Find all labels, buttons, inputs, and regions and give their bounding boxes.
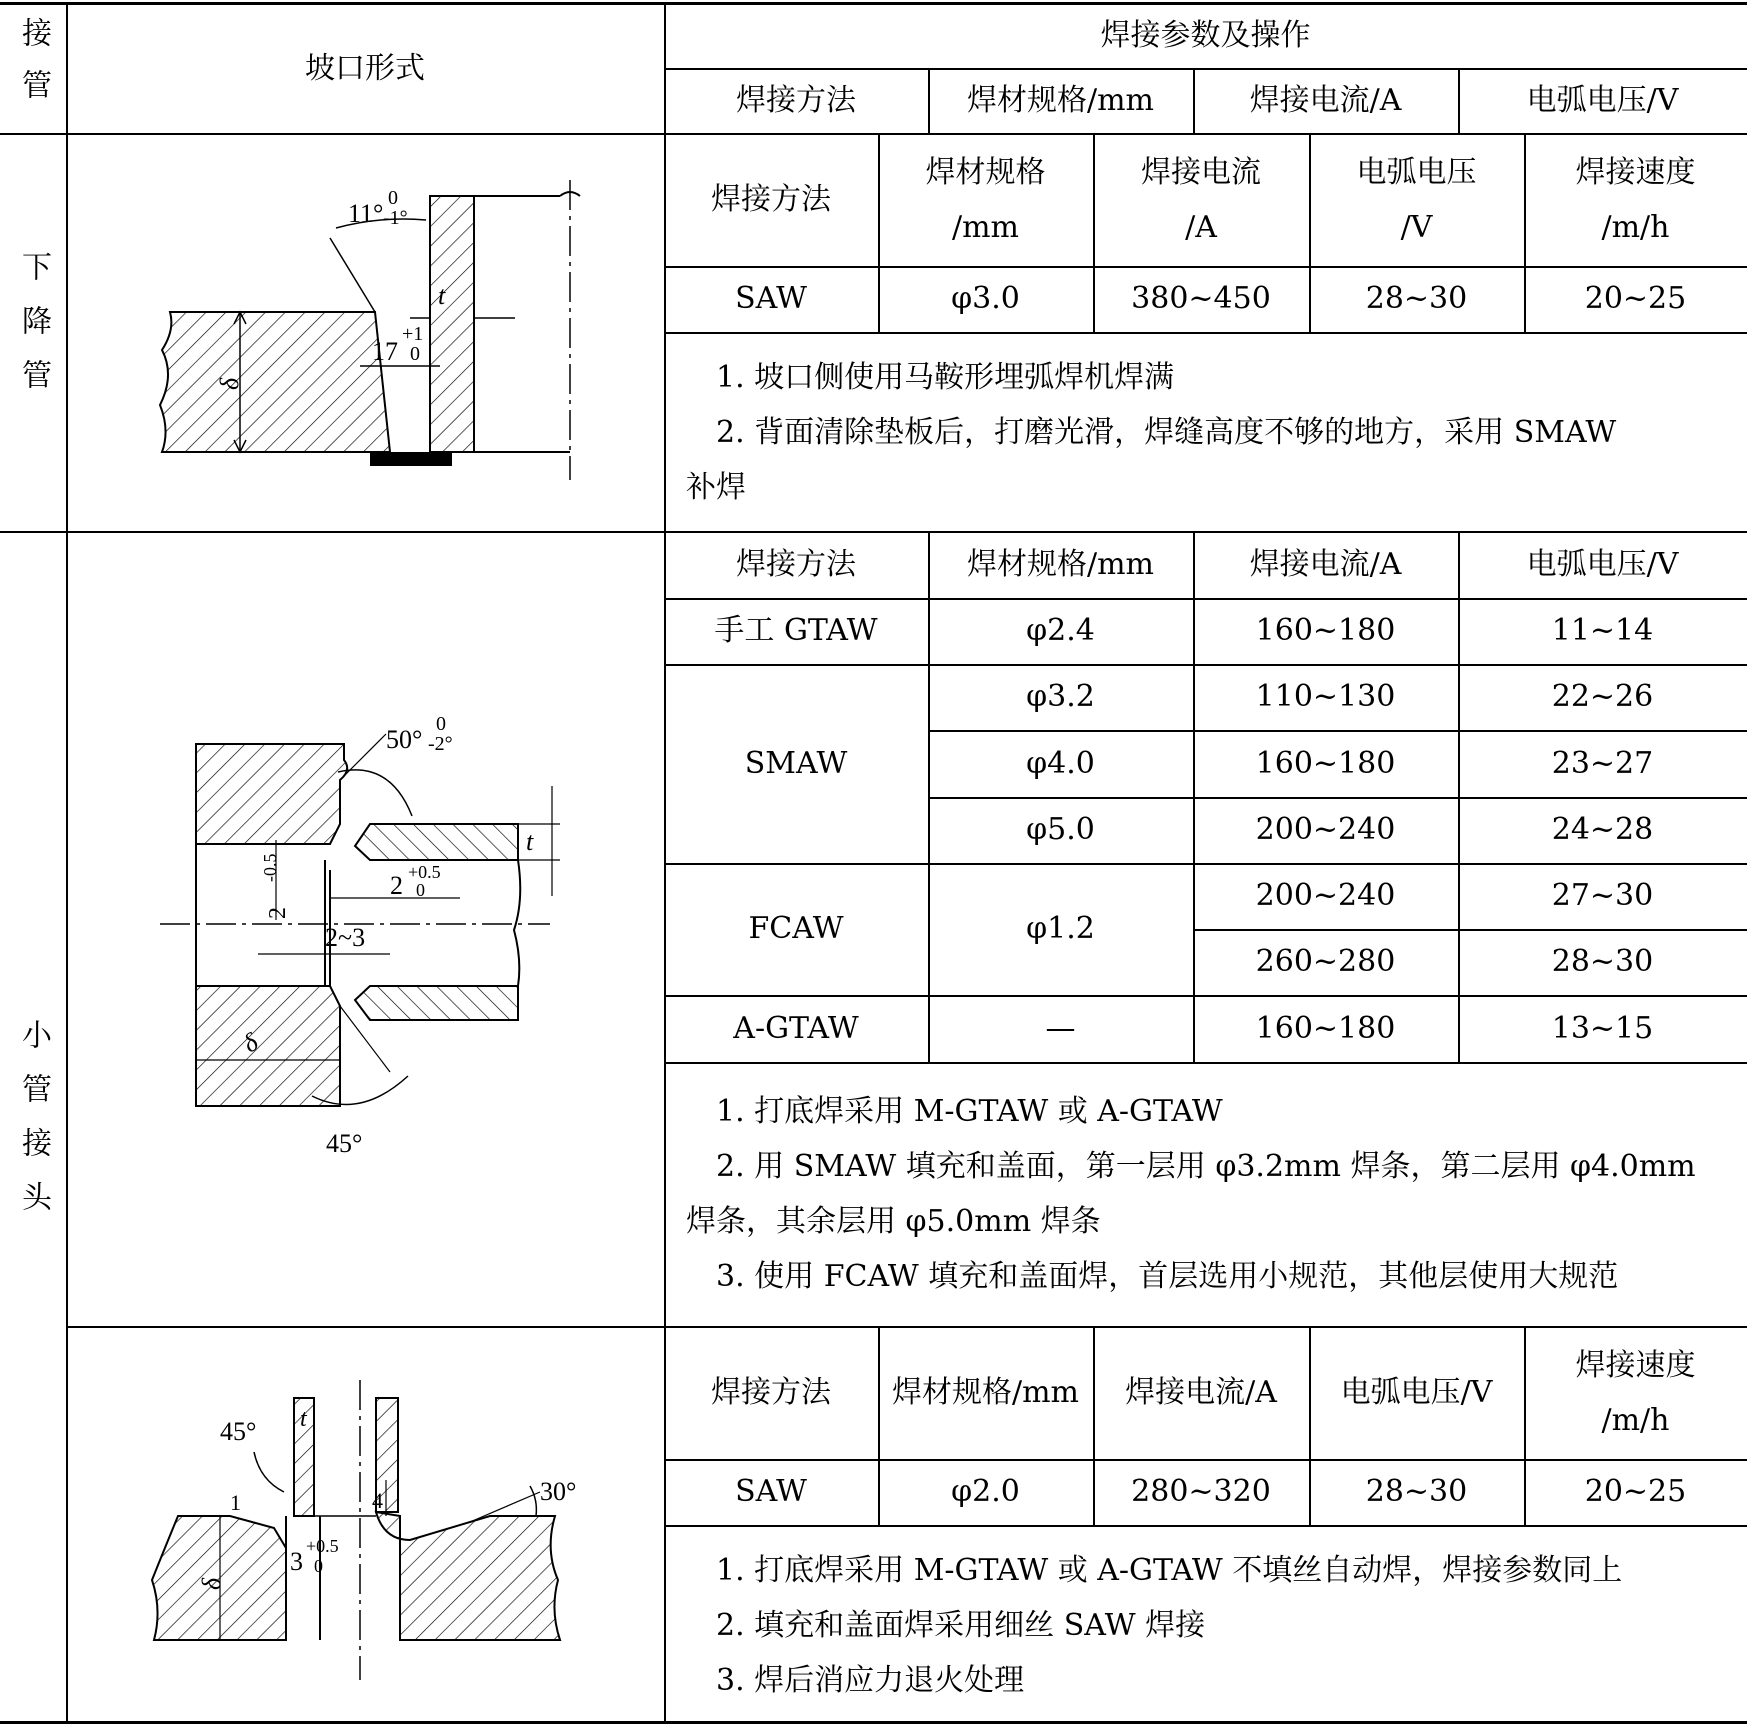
note-line: 3. 使用 FCAW 填充和盖面焊，首层选用小规范，其他层使用大规范 <box>716 1259 1619 1294</box>
header-method: 焊接方法 <box>736 82 856 118</box>
svg-text:3: 3 <box>290 1547 303 1576</box>
s3-head-current <box>1093 1326 1309 1459</box>
note-line: 2. 用 SMAW 填充和盖面，第一层用 φ3.2mm 焊条，第二层用 φ4.0mm <box>716 1149 1696 1184</box>
svg-text:17: 17 <box>372 337 398 366</box>
svg-text:2~3: 2~3 <box>325 923 366 952</box>
rule <box>664 332 1747 334</box>
groove-drawing-small-pipe <box>150 700 590 1160</box>
s3-speed: 20~25 <box>1584 1474 1687 1509</box>
groove-drawing-downcomer <box>140 160 600 490</box>
svg-text:+0.5: +0.5 <box>408 862 441 882</box>
cell-text: 焊接电流/A <box>1125 1375 1277 1410</box>
cell-text: 焊接速度 <box>1575 154 1696 190</box>
header-params: 焊接参数及操作 <box>1100 18 1311 53</box>
s3-head-speed <box>1524 1326 1747 1459</box>
s2-smaw-spec: φ3.2 <box>1026 679 1095 714</box>
note-line: 3. 焊后消应力退火处理 <box>716 1663 1025 1698</box>
svg-text:50°: 50° <box>386 725 423 754</box>
s2-smaw-voltage: 22~26 <box>1551 679 1654 714</box>
s2-smaw-voltage: 24~28 <box>1551 812 1654 847</box>
s1-head-speed <box>1524 133 1747 266</box>
svg-text:δ: δ <box>197 1577 226 1590</box>
svg-text:-0.5: -0.5 <box>260 853 280 882</box>
s1-method: SAW <box>735 281 807 316</box>
s2-agtaw-current: 160~180 <box>1255 1010 1396 1046</box>
table-bottom-rule <box>0 1721 1747 1724</box>
svg-text:45°: 45° <box>326 1129 363 1158</box>
note-line: 1. 打底焊采用 M-GTAW 或 A-GTAW 不填丝自动焊，焊接参数同上 <box>716 1553 1623 1588</box>
s2-fcaw-method: FCAW <box>748 911 844 946</box>
s1-head-current <box>1093 133 1309 266</box>
cell-text: 电弧电压 <box>1356 154 1477 190</box>
note-line: 2. 填充和盖面焊采用细丝 SAW 焊接 <box>716 1608 1206 1643</box>
s1-head-voltage <box>1309 133 1524 266</box>
svg-text:30°: 30° <box>540 1477 577 1506</box>
cell-text: /m/h <box>1601 209 1670 245</box>
svg-text:45°: 45° <box>220 1417 257 1446</box>
cell-text: 焊接速度 <box>1575 1347 1696 1383</box>
s2-fcaw-current: 200~240 <box>1255 878 1396 913</box>
s3-method: SAW <box>735 1474 807 1509</box>
s2-smaw-current: 200~240 <box>1255 812 1396 847</box>
svg-text:0: 0 <box>388 187 398 209</box>
s2-smaw-current: 110~130 <box>1255 679 1396 714</box>
cell-text: 电弧电压/V <box>1340 1375 1493 1410</box>
svg-text:0: 0 <box>416 880 425 900</box>
s2-smaw-spec: φ5.0 <box>1026 812 1095 847</box>
s3-voltage: 28~30 <box>1365 1474 1468 1509</box>
svg-text:0: 0 <box>436 713 446 735</box>
svg-text:+0.5: +0.5 <box>306 1536 339 1556</box>
s3-head-method <box>664 1326 878 1459</box>
header-groove: 坡口形式 <box>305 50 425 86</box>
s3-head-voltage <box>1309 1326 1524 1459</box>
svg-text:+1: +1 <box>402 323 424 345</box>
s3-notes <box>686 1543 1736 1708</box>
header-pipe <box>0 4 66 133</box>
cell-text: /V <box>1400 209 1433 245</box>
s2-head-spec: 焊材规格/mm <box>966 546 1154 582</box>
s2-gtaw-method: 手工 GTAW <box>714 613 878 648</box>
svg-text:1: 1 <box>230 1490 241 1515</box>
s3-head-spec <box>878 1326 1093 1459</box>
s1-speed: 20~25 <box>1584 281 1687 316</box>
s2-smaw-spec: φ4.0 <box>1026 745 1095 781</box>
s2-smaw-voltage: 23~27 <box>1551 745 1654 781</box>
s1-current: 380~450 <box>1131 281 1271 316</box>
svg-text:2: 2 <box>390 871 403 900</box>
s2-notes <box>686 1084 1736 1304</box>
s2-fcaw-current: 260~280 <box>1255 944 1396 979</box>
svg-text:11°: 11° <box>348 199 384 228</box>
s2-gtaw-current: 160~180 <box>1255 613 1396 648</box>
rule <box>664 1525 1747 1527</box>
svg-text:t: t <box>526 827 534 856</box>
cell-text: 焊材规格/mm <box>891 1375 1079 1410</box>
s1-voltage: 28~30 <box>1365 281 1468 316</box>
cell-text: /m/h <box>1601 1402 1670 1438</box>
svg-text:δ: δ <box>238 1027 264 1059</box>
note-line: 1. 坡口侧使用马鞍形埋弧焊机焊满 <box>716 360 1175 395</box>
s2-head-voltage: 电弧电压/V <box>1526 546 1679 582</box>
cell-text: /mm <box>951 209 1019 245</box>
svg-text:t: t <box>300 1406 307 1432</box>
s3-current: 280~320 <box>1131 1474 1271 1509</box>
s1-spec: φ3.0 <box>951 281 1020 316</box>
section-label-text: 下降管 <box>16 251 51 413</box>
note-line: 补焊 <box>686 470 746 505</box>
groove-drawing-pipe-joint <box>140 1380 600 1680</box>
cell-text: /A <box>1185 209 1217 245</box>
svg-text:-2°: -2° <box>428 733 453 755</box>
s2-gtaw-spec: φ2.4 <box>1026 613 1095 648</box>
s2-gtaw-voltage: 11~14 <box>1551 613 1654 648</box>
svg-text:0: 0 <box>314 1556 323 1576</box>
section-label-small-pipe <box>0 531 66 1723</box>
cell-text: 焊接电流 <box>1141 154 1261 190</box>
svg-text:4: 4 <box>372 1488 383 1513</box>
section-label-text: 小管接头 <box>16 1019 51 1235</box>
section-label-downcomer <box>0 133 66 531</box>
s2-fcaw-spec: φ1.2 <box>1026 911 1095 946</box>
rule <box>664 1062 1747 1064</box>
cell-text: 焊接方法 <box>711 1375 831 1410</box>
s2-agtaw-voltage: 13~15 <box>1551 1010 1654 1046</box>
s2-head-current: 焊接电流/A <box>1249 546 1402 582</box>
cell-text: 焊接方法 <box>711 182 831 217</box>
s1-notes <box>686 350 1736 515</box>
rule <box>66 2 68 1723</box>
note-line: 1. 打底焊采用 M-GTAW 或 A-GTAW <box>716 1094 1223 1129</box>
s1-head-method <box>664 133 878 266</box>
s2-fcaw-voltage: 28~30 <box>1551 944 1654 979</box>
s2-agtaw-method: A-GTAW <box>733 1010 859 1046</box>
s2-fcaw-voltage: 27~30 <box>1551 878 1654 913</box>
s3-spec: φ2.0 <box>951 1474 1020 1509</box>
header-spec: 焊材规格/mm <box>966 82 1154 118</box>
s1-head-spec <box>878 133 1093 266</box>
header-current: 焊接电流/A <box>1249 82 1402 118</box>
svg-text:δ: δ <box>215 377 244 390</box>
note-line: 2. 背面清除垫板后，打磨光滑，焊缝高度不够的地方，采用 SMAW <box>716 415 1617 450</box>
svg-text:2: 2 <box>265 907 291 919</box>
s2-head-method: 焊接方法 <box>736 546 856 582</box>
s2-smaw-current: 160~180 <box>1255 745 1396 781</box>
s2-smaw-method: SMAW <box>744 745 848 781</box>
header-pipe-text: 接管 <box>16 16 51 121</box>
svg-text:0: 0 <box>410 343 420 365</box>
s2-agtaw-spec: — <box>1045 1010 1076 1046</box>
header-voltage: 电弧电压/V <box>1526 82 1679 118</box>
cell-text: 焊材规格 <box>925 154 1046 190</box>
note-line: 焊条，其余层用 φ5.0mm 焊条 <box>686 1204 1101 1239</box>
svg-text:-1°: -1° <box>383 207 408 229</box>
svg-text:t: t <box>438 281 446 310</box>
